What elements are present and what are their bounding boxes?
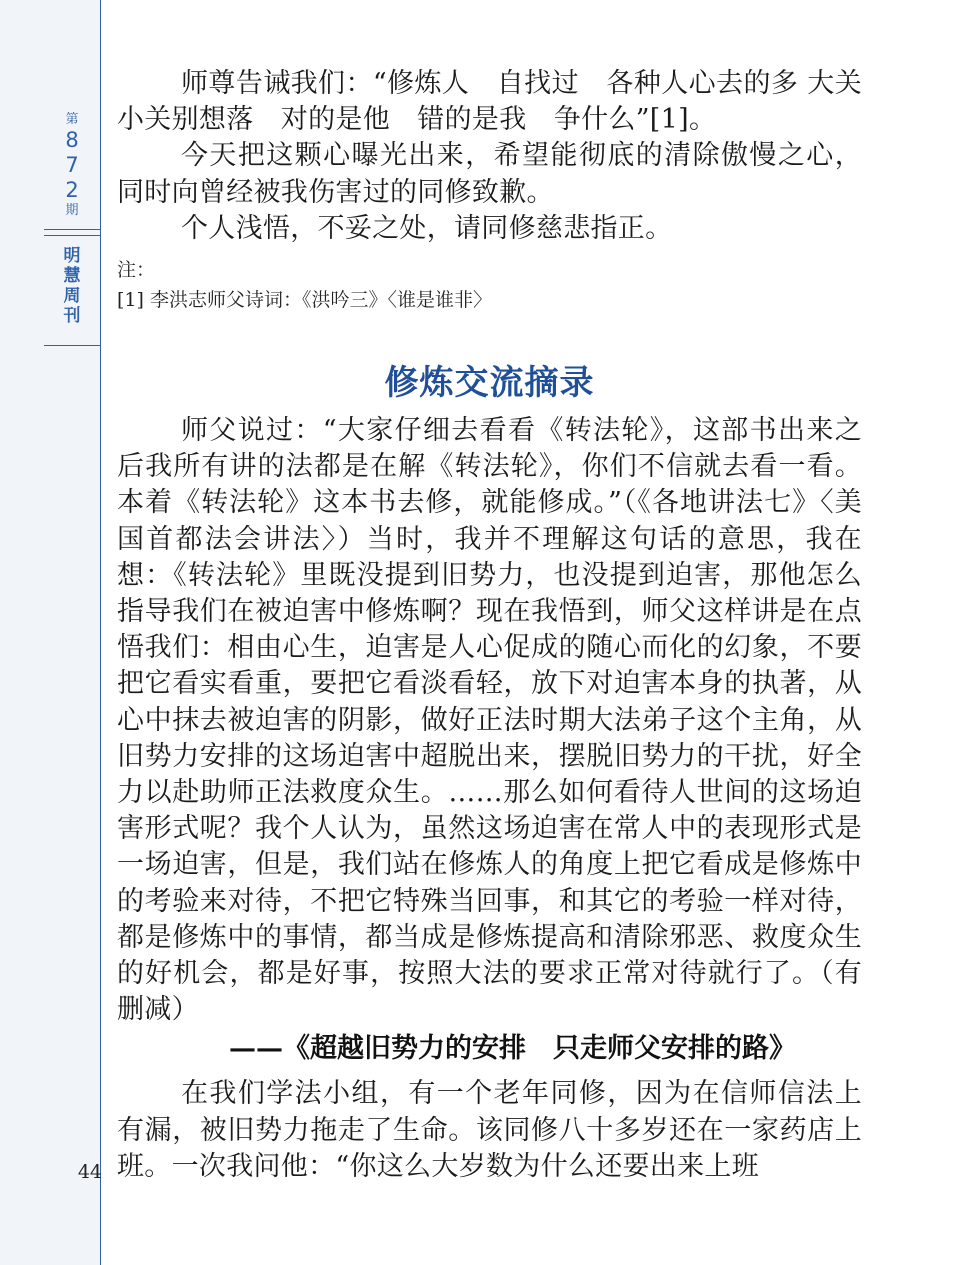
footnote: [1] 李洪志师父诗词：《洪吟三》〈谁是谁非〉 <box>117 289 492 312</box>
journal-char: 刊 <box>63 306 81 326</box>
page-number: 44 <box>77 1161 102 1183</box>
paragraph: 今天把这颗心曝光出来，希望能彻底的清除傲慢之心，同时向曾经被我伤害过的同修致歉。 <box>117 140 862 208</box>
issue-digit: 7 <box>65 153 79 177</box>
margin-divider-line <box>100 0 101 1265</box>
paragraph: 在我们学法小组，有一个老年同修，因为在信师信法上有漏，被旧势力拖走了生命。该同修八十多岁还在一家药店上班。一次我问他：“你这么大岁数为什么还要出来上班 <box>117 1078 862 1182</box>
paragraph: 个人浅悟，不妥之处，请同修慈悲指正。 <box>181 212 673 244</box>
issue-digit: 8 <box>65 128 79 152</box>
source-citation: ——《超越旧势力的安排 只走师父安排的路》 <box>229 1033 796 1065</box>
notes-label: 注： <box>117 259 156 282</box>
margin-rule-bottom <box>44 345 101 346</box>
paragraph: 师尊告诫我们：“修炼人 自找过 各种人心去的多 大关小关别想落 对的是他 错的是我 争什么”[1]。 <box>117 68 862 136</box>
margin-rule-top-2 <box>44 235 101 236</box>
section-title: 修炼交流摘录 <box>384 363 595 404</box>
issue-label <box>44 112 100 219</box>
issue-suffix: 期 <box>65 203 79 218</box>
paragraph: 师父说过：“大家仔细去看看《转法轮》，这部书出来之后我所有讲的法都是在解《转法轮》，你们不信就去看一看。本着《转法轮》这本书去修，就能修成。”（《各地讲法七》〈美国首都法会讲法〉）当时，我并不理解这句话的意思，我在想：《转法轮》里既没提到旧势力，也没提到迫害，那他怎么指导我们在被迫害中修炼啊？现在我悟到，师父这样讲是在点悟我们：相由心生，迫害是人心促成的随心而化的幻象，不要把它看实看重，要把它看淡看轻，放下对迫害本身的执著，从心中抹去被迫害的阴影，做好正法时期大法弟子这个主角，从旧势力安排的这场迫害中超脱出来，摆脱旧势力的干扰，好全力以赴助师正法救度众生。……那么如何看待人世间的这场迫害形式呢？我个人认为，虽然这场迫害在常人中的表现形式是一场迫害，但是，我们站在修炼人的角度上把它看成是修炼中的考验来对待，不把它特殊当回事，和其它的考验一样对待，都是修炼中的事情，都当成是修炼提高和清除邪恶、救度众生的好机会，都是好事，按照大法的要求正常对待就行了。（有删减） <box>117 415 862 1026</box>
footnotes <box>117 255 862 315</box>
journal-name <box>44 246 100 326</box>
article-body <box>117 66 862 1185</box>
journal-char: 慧 <box>63 266 81 286</box>
margin-rule-top <box>44 229 101 230</box>
issue-prefix: 第 <box>65 112 79 127</box>
journal-char: 周 <box>63 286 81 306</box>
journal-char: 明 <box>63 246 81 266</box>
issue-digit: 2 <box>65 178 79 202</box>
